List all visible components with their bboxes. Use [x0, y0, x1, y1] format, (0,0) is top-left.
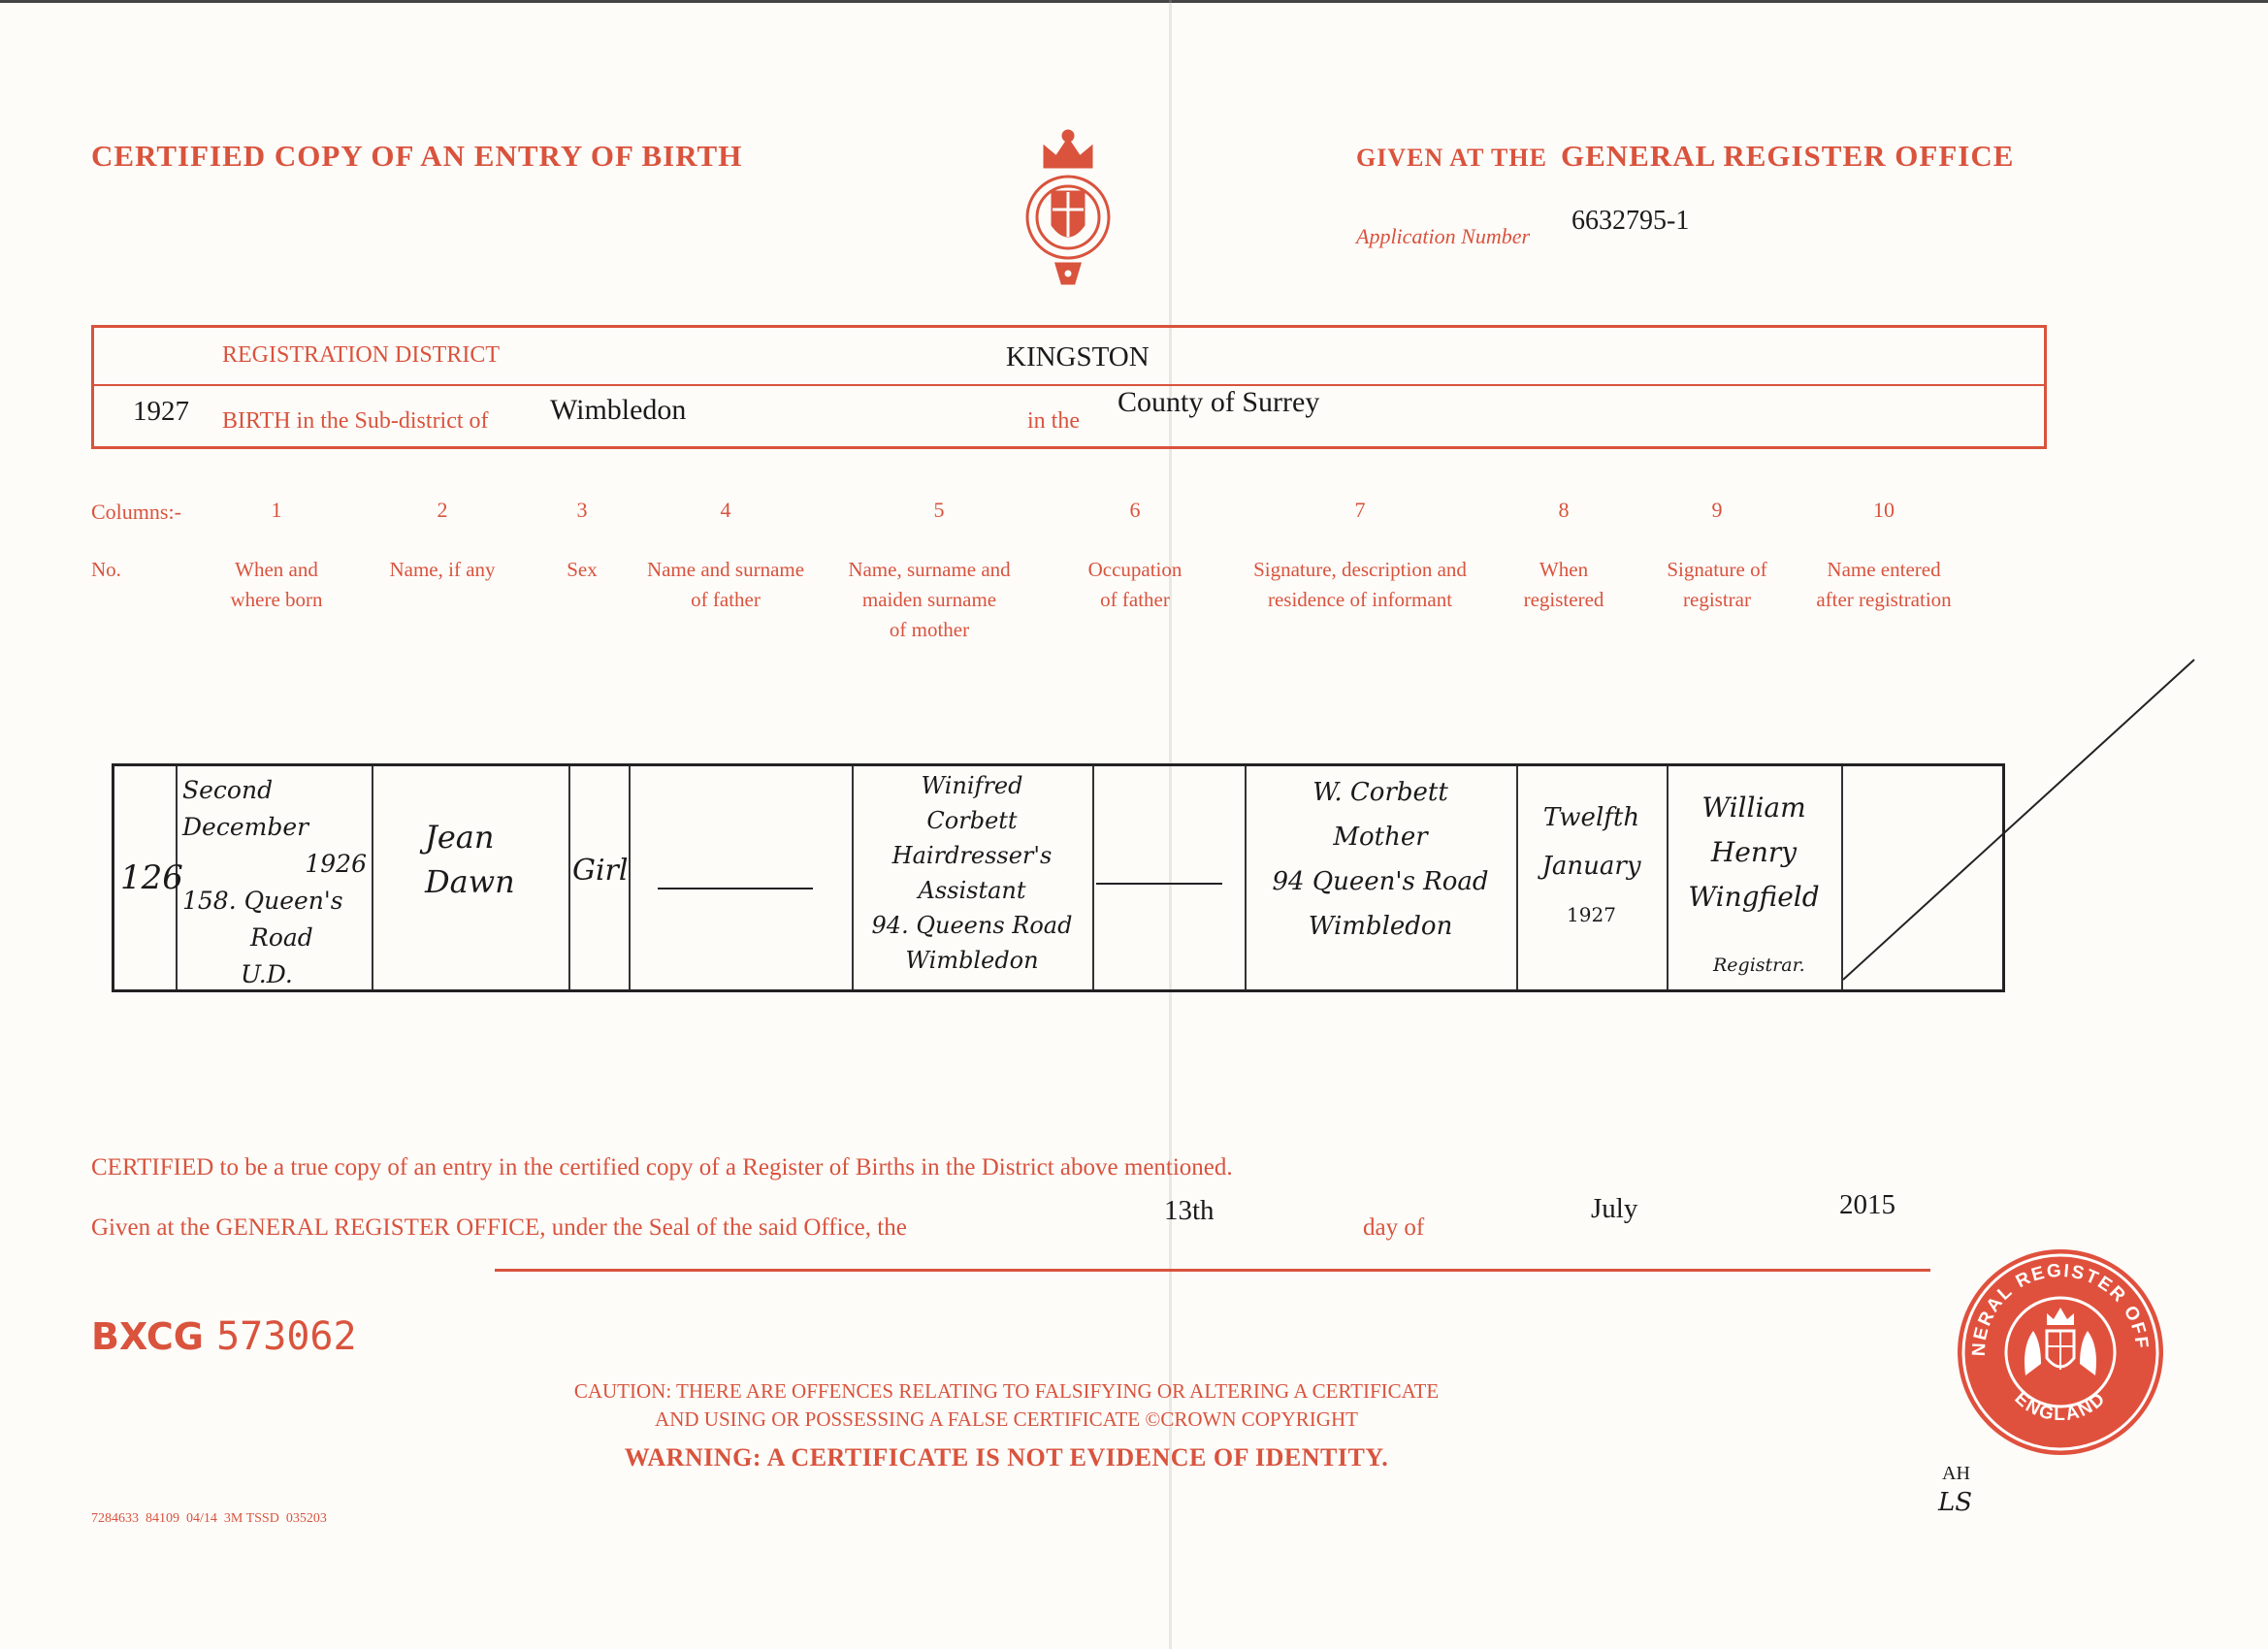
- print-code: 7284633 84109 04/14 3M TSSD 035203: [91, 1511, 327, 1526]
- mother-line: Corbett: [926, 807, 1018, 834]
- grid-divider: [372, 766, 373, 989]
- entry-number: 126: [120, 858, 183, 897]
- column-header-4-line: Name and surname: [646, 558, 805, 581]
- when-where-line: U.D.: [241, 960, 293, 988]
- application-number-label: Application Number: [1356, 224, 1531, 248]
- column-number-4: 4: [720, 498, 731, 522]
- grid-divider: [1667, 766, 1669, 989]
- serial-prefix: BXCG: [91, 1315, 204, 1358]
- caution-line: CAUTION: THERE ARE OFFENCES RELATING TO FALSIFYING OR ALTERING A CERTIFICATE: [573, 1379, 1440, 1403]
- caution-line: AND USING OR POSSESSING A FALSE CERTIFICATE ©CROWN COPYRIGHT: [655, 1407, 1358, 1431]
- column-header-3: [543, 555, 621, 585]
- county-value: County of Surrey: [1118, 386, 1320, 418]
- column-header-6-line: Occupation: [1087, 558, 1183, 581]
- top-edge: [0, 0, 2268, 3]
- subdistrict-value: Wimbledon: [550, 394, 687, 426]
- registrar-line: William: [1701, 792, 1806, 824]
- column-header-5-line: Name, surname and: [848, 558, 1011, 581]
- application-number: 6632795-1: [1571, 206, 1690, 236]
- informant-line: Wimbledon: [1308, 912, 1453, 941]
- column-header-1-line: When and: [235, 558, 318, 581]
- royal-coat-of-arms-icon: [1023, 128, 1113, 293]
- when-where-line: Road: [250, 923, 313, 952]
- certification-rule: [495, 1269, 1930, 1272]
- mother-line: Wimbledon: [905, 947, 1039, 974]
- subdistrict-label: BIRTH in the Sub-district of: [222, 408, 489, 434]
- grid-divider: [629, 766, 631, 989]
- certificate-title: CERTIFIED COPY OF AN ENTRY OF BIRTH: [91, 139, 743, 173]
- grid-divider: [1092, 766, 1094, 989]
- column-header-5-line: of mother: [889, 618, 970, 641]
- column-header-8: [1506, 555, 1622, 615]
- registrar-line: Henry: [1710, 836, 1798, 868]
- informant-line: W. Corbett: [1312, 778, 1448, 807]
- name-line: Dawn: [425, 863, 515, 900]
- column-header-6-line: of father: [1100, 588, 1170, 611]
- entry-sex: Girl: [572, 854, 629, 888]
- column-header-no: No.: [91, 558, 121, 581]
- column-header-5-line: maiden surname: [861, 588, 997, 611]
- entry-year: 1927: [133, 396, 189, 427]
- when-registered-line: Twelfth: [1542, 803, 1640, 832]
- grid-divider: [1245, 766, 1247, 989]
- column-number-9: 9: [1711, 498, 1723, 522]
- column-header-9-line: registrar: [1683, 588, 1751, 611]
- column-header-9-line: Signature of: [1667, 558, 1767, 581]
- column-header-4-line: of father: [691, 588, 761, 611]
- initials-ls: LS: [1938, 1488, 1973, 1517]
- column-header-3-line: Sex: [567, 558, 598, 581]
- in-the-label: in the: [1027, 408, 1080, 434]
- registrar-caption: Registrar.: [1713, 954, 1805, 976]
- column-header-2-line: Name, if any: [389, 558, 496, 581]
- serial-digits: 573062: [216, 1314, 357, 1359]
- column-number-6: 6: [1129, 498, 1141, 522]
- certification-day: 13th: [1164, 1195, 1215, 1226]
- column-header-4: [629, 555, 823, 615]
- when-where-line: 1926: [305, 850, 367, 878]
- column-header-8-line: registered: [1523, 588, 1604, 611]
- seal-bottom-text: ENGLAND: [2010, 1387, 2111, 1426]
- entry-registrar: [1671, 786, 1836, 920]
- registration-district-label: REGISTRATION DISTRICT: [222, 342, 500, 368]
- mother-line: Winifred: [921, 772, 1023, 799]
- entry-name: [425, 815, 515, 904]
- identity-warning: WARNING: A CERTIFICATE IS NOT EVIDENCE OF IDENTITY.: [624, 1443, 1389, 1471]
- registrar-line: Wingfield: [1688, 881, 1820, 913]
- svg-text:GENERAL REGISTER OFFICE: [1958, 1249, 2152, 1357]
- registration-district-box: [91, 325, 2047, 449]
- initials-ah: AH: [1942, 1463, 1970, 1484]
- given-at-office: GENERAL REGISTER OFFICE: [1560, 139, 2015, 173]
- mother-line: 94. Queens Road: [871, 912, 1073, 939]
- given-at-heading: [1356, 139, 2014, 174]
- certification-year: 2015: [1839, 1189, 1895, 1220]
- column-header-9: [1649, 555, 1785, 615]
- seal-top-text: NERAL REGISTER OFF: [1968, 1260, 2153, 1357]
- column-header-10-line: after registration: [1816, 588, 1952, 611]
- informant-line: 94 Queen's Road: [1272, 867, 1489, 896]
- when-where-line: 158. Queen's: [182, 887, 343, 915]
- informant-line: Mother: [1333, 823, 1428, 852]
- column-header-5: [832, 555, 1026, 645]
- column-number-3: 3: [576, 498, 588, 522]
- name-line: Jean: [425, 819, 495, 856]
- column-number-10: 10: [1873, 498, 1895, 522]
- district-box-divider: [94, 384, 2044, 386]
- column-number-8: 8: [1558, 498, 1570, 522]
- column-number-5: 5: [933, 498, 945, 522]
- column-header-1-line: where born: [230, 588, 323, 611]
- column-header-8-line: When: [1539, 558, 1589, 581]
- register-entry-grid: [112, 763, 2005, 992]
- column-header-7-line: residence of informant: [1267, 588, 1453, 611]
- mother-line: Hairdresser's: [891, 842, 1053, 869]
- caution-notice: [388, 1377, 1625, 1434]
- given-at-prefix: GIVEN AT THE: [1356, 144, 1547, 172]
- father-occupation-dash: [1096, 883, 1222, 885]
- grid-divider: [1516, 766, 1518, 989]
- column-number-1: 1: [271, 498, 282, 522]
- gro-seal-icon: [1958, 1249, 2163, 1455]
- when-registered-line: 1927: [1567, 903, 1616, 926]
- grid-divider: [852, 766, 854, 989]
- entry-mother: [856, 768, 1088, 978]
- father-name-dash: [658, 888, 813, 889]
- columns-label: Columns:-: [91, 500, 181, 524]
- entry-when-registered: [1521, 793, 1662, 939]
- column-10-strike-line: [1833, 650, 2202, 989]
- column-header-6: [1067, 555, 1203, 615]
- column-number-7: 7: [1354, 498, 1366, 522]
- column-header-10: [1797, 555, 1971, 615]
- entry-informant: [1249, 770, 1511, 949]
- column-number-2: 2: [437, 498, 448, 522]
- when-registered-line: January: [1541, 852, 1641, 881]
- entry-when-where: [182, 772, 367, 993]
- day-of-label: day of: [1363, 1214, 1425, 1241]
- certification-statement: CERTIFIED to be a true copy of an entry in the certified copy of a Register of Births in the District above mentioned.: [91, 1154, 1233, 1180]
- registration-district-value: KINGSTON: [1006, 341, 1150, 372]
- mother-line: Assistant: [918, 877, 1026, 904]
- column-header-7-line: Signature, description and: [1253, 558, 1467, 581]
- column-header-7: [1224, 555, 1496, 615]
- serial-number: [91, 1314, 357, 1359]
- certification-given-at: Given at the GENERAL REGISTER OFFICE, under the Seal of the said Office, the: [91, 1214, 907, 1241]
- certification-month: July: [1591, 1193, 1638, 1224]
- column-header-1: [199, 555, 354, 615]
- grid-divider: [568, 766, 570, 989]
- column-header-2: [365, 555, 520, 585]
- when-where-line: Second December: [182, 776, 309, 841]
- column-header-10-line: Name entered: [1827, 558, 1941, 581]
